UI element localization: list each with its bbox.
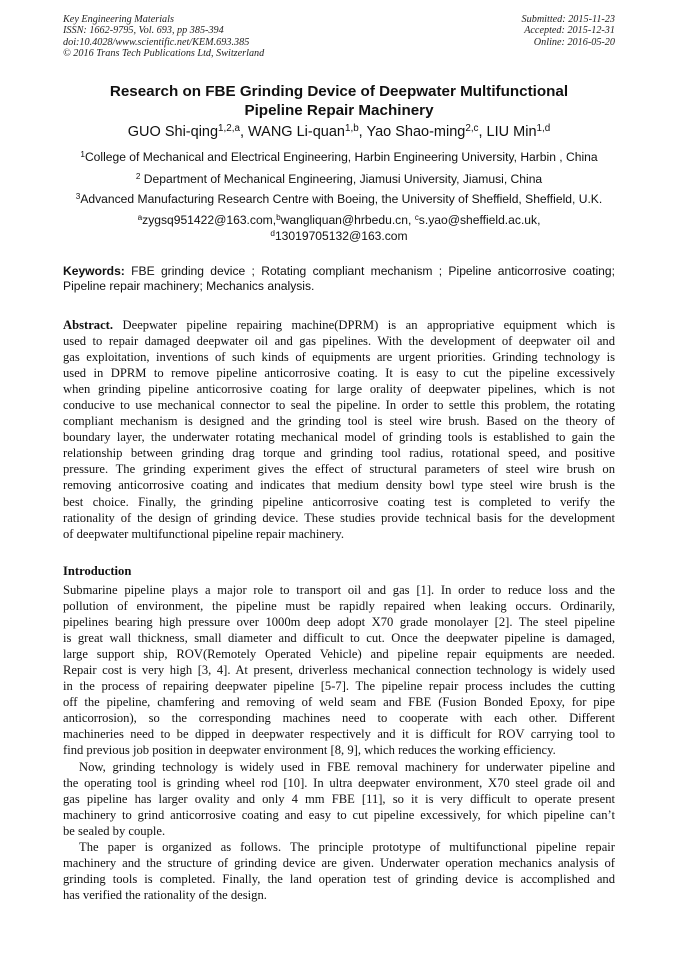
text-line: off the pipeline, chamfering and removing of weld seam and FBE (Fusion Bonded Epoxy, for pipe <box>63 695 615 710</box>
abstract-line: compliant mechanism is designed and the grinding tool is steel wire brush. Based on the theory of <box>63 414 615 429</box>
text-line: has verified the rationality of the design. <box>63 887 267 902</box>
abstract-line: removing anticorrosive coating and indicates that medium density bowl type steel wire brush is the <box>63 478 615 493</box>
email-mark: b <box>276 212 281 222</box>
author-separator: , <box>358 124 367 140</box>
author-name: Yao Shao-ming <box>366 124 466 140</box>
text-line: find previous job position in deepwater environment [8, 9], which reduces the working efficiency. <box>63 743 556 758</box>
submitted-date: Submitted: 2015-11-23 <box>521 14 615 25</box>
email-address[interactable]: zygsq951422@163.com, <box>142 213 277 227</box>
author-emails <box>40 213 638 244</box>
email-line-2 <box>40 229 638 245</box>
affiliation-mark: 2 <box>135 171 141 181</box>
text-line: in the process of repairing deepwater pipeline [5-7]. The pipeline repair process includes the cutting <box>63 679 615 694</box>
abstract-line <box>63 317 615 333</box>
abstract-line: boundary layer, the underwater rotating mechanical model of grinding tools is established to gain the <box>63 430 615 445</box>
email-mark: a <box>137 212 143 222</box>
affiliation-text: Advanced Manufacturing Research Centre with Boeing, the University of Sheffield, Sheffield, U.K. <box>80 192 603 206</box>
affiliation-1 <box>30 150 648 165</box>
introduction-body <box>63 582 615 903</box>
affiliation-2 <box>30 172 648 187</box>
text-line: anticorrosion), so the corresponding machines need to cooperate with each other. Different <box>63 711 615 726</box>
text-line: pollution of environment, the pipeline must be rapidly repaired when leaking occurs. Ordinarily, <box>63 599 615 614</box>
author-name: WANG Li-quan <box>248 124 345 140</box>
email-address[interactable]: s.yao@sheffield.ac.uk, <box>418 213 541 227</box>
abstract-line: gas exploitation, inventions of such kinds of equipments are urgent priorities. Grinding technology is <box>63 350 615 365</box>
abstract-line: used to repair damaged deepwater oil and gas pipelines. With the development of deepwater oil and <box>63 334 615 349</box>
paragraph <box>63 759 615 839</box>
affiliation-mark: 1 <box>80 149 85 159</box>
abstract-text: Deepwater pipeline repairing machine(DPRM) is an appropriative equipment which is <box>113 318 615 332</box>
author-affiliation-mark: 1,2,a <box>218 123 240 135</box>
journal-copyright: © 2016 Trans Tech Publications Ltd, Switzerland <box>63 48 265 60</box>
text-line: The paper is organized as follows. The principle prototype of multifunctional pipeline repair <box>79 839 615 854</box>
text-line: large support ship, ROV(Remotely Operated Vehicle) and pipeline repair equipments are needed. <box>63 647 615 662</box>
email-mark: d <box>270 228 275 238</box>
journal-issn: ISSN: 1662-9795, Vol. 693, pp 385-394 <box>63 25 224 37</box>
affiliation-3 <box>30 192 648 207</box>
abstract-line: of deepwater multifunctional pipeline repair machinery. <box>63 526 345 541</box>
text-line: grinding tools is completed. Finally, the land operation test of grinding device is accomplished and <box>63 871 615 886</box>
email-line-1 <box>40 213 638 229</box>
paragraph <box>63 582 615 759</box>
section-heading-introduction: Introduction <box>63 564 132 578</box>
text-line: the operating tool is grinding wheel rod [10]. In ultra deepwater environment, X70 steel grade oil and <box>63 775 615 790</box>
affiliation-mark: 3 <box>75 191 81 201</box>
affiliation-text: Department of Mechanical Engineering, Jiamusi University, Jiamusi, China <box>140 172 543 186</box>
journal-name: Key Engineering Materials <box>63 14 174 25</box>
text-line: gas pipeline has larger ovality and only 4 mm FBE [11], so it is very difficult to operate present <box>63 791 615 806</box>
abstract-line: used in DPRM to remove pipeline anticorrosive coating. It is easy to cut the pipeline excessively <box>63 366 615 381</box>
text-line: Repair cost is very high [3, 4]. At present, driverless mechanical connection technology is widely used <box>63 663 615 678</box>
keywords-block <box>63 264 615 295</box>
abstract-line: relationship between grinding drag torque and grinding tool radius, rotational speed, and positive <box>63 446 615 461</box>
author-affiliation-mark: 2,c <box>465 123 479 135</box>
text-line: pipelines bearing high pressure over 1000m deep adopt X70 grade monolayer [2]. The steel pipeline <box>63 615 615 630</box>
text-line: Now, grinding technology is widely used in FBE removal machinery for underwater pipeline and <box>79 759 615 774</box>
author-affiliation-mark: 1,d <box>536 123 551 135</box>
abstract-line: when grinding pipeline anticorrosive coating for large orality of deepwater pipelines, which is not <box>63 382 615 397</box>
author-name: GUO Shi-qing <box>127 124 219 140</box>
paper-title <box>63 83 615 120</box>
abstract-line: pressure. The grinding experiment gives the effect of structural parameters of steel wire brush on <box>63 462 615 477</box>
author-affiliation-mark: 1,b <box>344 123 359 135</box>
accepted-date: Accepted: 2015-12-31 <box>524 25 615 37</box>
title-line-1: Research on FBE Grinding Device of Deepwater Multifunctional <box>109 83 569 100</box>
email-mark: c <box>414 212 419 222</box>
abstract-line: best choice. Finally, the grinding pipeline anticorrosive coating test is completed to verify the <box>63 494 615 509</box>
email-address[interactable]: 13019705132@163.com <box>274 228 408 243</box>
email-address[interactable]: wangliquan@hrbedu.cn, <box>280 213 415 227</box>
paragraph <box>63 839 615 903</box>
text-line: machinery and the structure of grinding device are given. Underwater operation mechanics analysis of <box>63 855 615 870</box>
author-list <box>40 123 638 141</box>
abstract <box>63 317 615 542</box>
abstract-label: Abstract. <box>63 318 114 332</box>
journal-info <box>63 14 264 60</box>
journal-doi: doi:10.4028/www.scientific.net/KEM.693.385 <box>63 36 250 48</box>
title-line-2: Pipeline Repair Machinery <box>244 101 434 119</box>
author-separator: , <box>478 124 487 140</box>
text-line: machinery to grind anticorrosive coating and easy to cut pipeline excessively, for which pipeline can’t <box>63 807 615 822</box>
text-line: is great wall thickness, small diameter and difficult to cut. Once the deepwater pipeline is damaged, <box>63 631 615 646</box>
author-name: LIU Min <box>486 124 537 140</box>
text-line: machineries need to be dipped in deepwater respectively and it is difficult for ROV carrying tool to <box>63 727 615 742</box>
author-separator: , <box>239 124 249 140</box>
keywords-label: Keywords: <box>63 264 125 278</box>
affiliation-text: College of Mechanical and Electrical Engineering, Harbin Engineering University, Harbin , China <box>84 150 598 164</box>
publication-dates <box>522 14 615 48</box>
text-line: Submarine pipeline plays a major role to transport oil and gas [1]. In order to reduce loss and the <box>63 583 615 597</box>
online-date: Online: 2016-05-20 <box>533 36 615 48</box>
abstract-line: conducive to use mechanical connector to seal the pipeline. In order to settle this problem, the rotating <box>63 398 615 413</box>
keywords-text: FBE grinding device ; Rotating compliant mechanism ; Pipeline anticorrosive coating; Pipeline repair machinery; Mechanics analysis. <box>63 264 615 294</box>
abstract-line: rationality of the design of grinding device. These studies provide technical basis for the development <box>63 510 615 525</box>
text-line: be sealed by couple. <box>63 823 166 838</box>
